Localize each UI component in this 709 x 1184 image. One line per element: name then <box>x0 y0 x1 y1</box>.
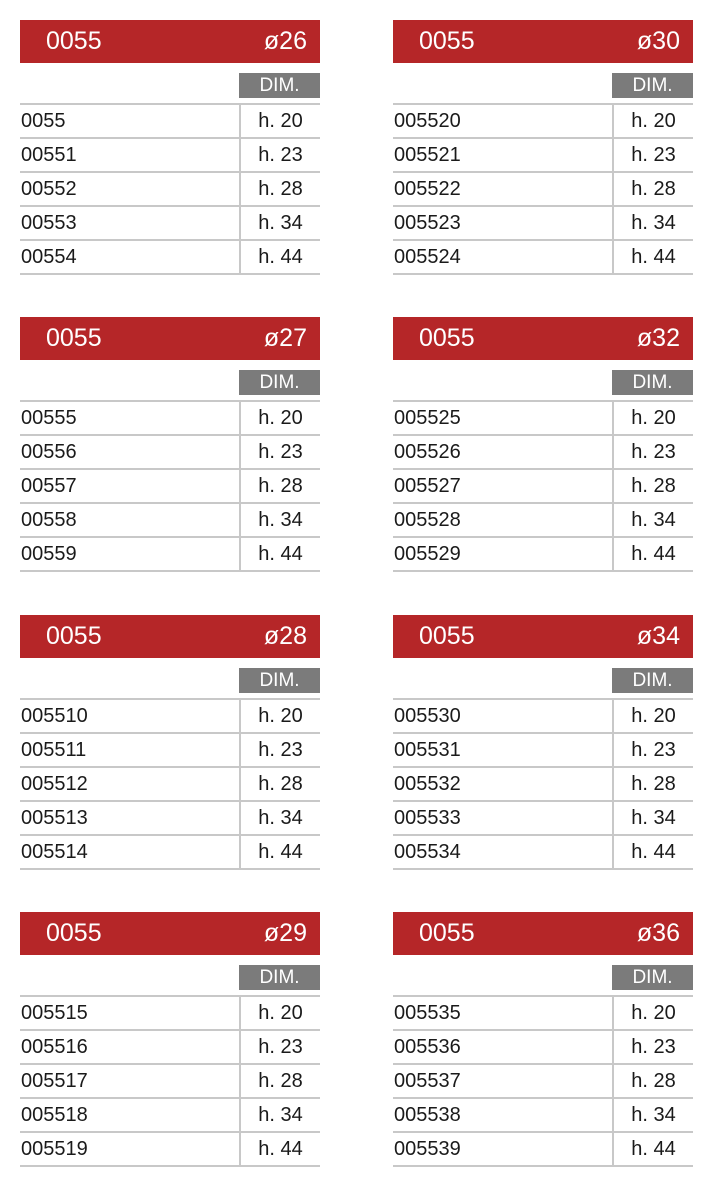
height-value: h. 34 <box>239 207 320 239</box>
product-code: 0055 <box>419 622 475 650</box>
height-value: h. 20 <box>239 402 320 434</box>
table-row <box>20 836 320 870</box>
dim-label: DIM. <box>239 73 320 98</box>
table-row <box>393 139 693 173</box>
height-value: h. 28 <box>239 470 320 502</box>
height-value: h. 34 <box>239 504 320 536</box>
table-header <box>393 317 693 360</box>
table-row <box>20 1031 320 1065</box>
dim-label: DIM. <box>239 965 320 990</box>
height-value: h. 28 <box>612 768 693 800</box>
table-row <box>20 802 320 836</box>
table-row <box>20 241 320 275</box>
height-value: h. 20 <box>612 402 693 434</box>
dim-header-row <box>393 360 693 402</box>
table-row <box>393 470 693 504</box>
article-code: 005526 <box>394 440 461 463</box>
article-code: 00553 <box>21 211 77 234</box>
article-code: 005524 <box>394 245 461 268</box>
article-code: 005534 <box>394 840 461 863</box>
height-value: h. 34 <box>612 504 693 536</box>
dim-header-row <box>393 63 693 105</box>
table-header <box>393 20 693 63</box>
article-code: 005513 <box>21 806 88 829</box>
size-table <box>20 317 320 572</box>
table-row <box>393 538 693 572</box>
table-row <box>20 105 320 139</box>
dim-label: DIM. <box>612 73 693 98</box>
height-value: h. 23 <box>239 1031 320 1063</box>
diameter-label: ø26 <box>263 27 307 55</box>
product-code: 0055 <box>46 919 102 947</box>
table-row <box>20 1099 320 1133</box>
product-code: 0055 <box>419 27 475 55</box>
article-code: 005522 <box>394 177 461 200</box>
table-header <box>20 615 320 658</box>
height-value: h. 20 <box>239 105 320 137</box>
height-value: h. 20 <box>612 997 693 1029</box>
height-value: h. 28 <box>612 470 693 502</box>
article-code: 005533 <box>394 806 461 829</box>
table-row <box>393 734 693 768</box>
diameter-label: ø32 <box>636 324 680 352</box>
table-row <box>20 734 320 768</box>
height-value: h. 34 <box>239 1099 320 1131</box>
article-code: 005520 <box>394 109 461 132</box>
size-table <box>20 912 320 1167</box>
table-row <box>393 1133 693 1167</box>
product-code: 0055 <box>46 622 102 650</box>
height-value: h. 28 <box>239 1065 320 1097</box>
dim-label: DIM. <box>612 965 693 990</box>
size-table <box>20 20 320 275</box>
table-row <box>393 1099 693 1133</box>
table-row <box>20 1065 320 1099</box>
diameter-label: ø29 <box>263 919 307 947</box>
article-code: 005512 <box>21 772 88 795</box>
article-code: 00554 <box>21 245 77 268</box>
height-value: h. 23 <box>239 436 320 468</box>
table-row <box>20 139 320 173</box>
table-row <box>20 700 320 734</box>
table-row <box>20 538 320 572</box>
article-code: 005531 <box>394 738 461 761</box>
height-value: h. 20 <box>239 997 320 1029</box>
height-value: h. 23 <box>612 734 693 766</box>
article-code: 005530 <box>394 704 461 727</box>
article-code: 005511 <box>21 738 87 761</box>
height-value: h. 23 <box>612 1031 693 1063</box>
table-row <box>393 1065 693 1099</box>
article-code: 005510 <box>21 704 88 727</box>
dim-label: DIM. <box>612 370 693 395</box>
table-header <box>20 317 320 360</box>
size-table <box>393 20 693 275</box>
table-row <box>393 997 693 1031</box>
height-value: h. 20 <box>612 700 693 732</box>
height-value: h. 34 <box>612 802 693 834</box>
height-value: h. 44 <box>612 836 693 868</box>
article-code: 00559 <box>21 542 77 565</box>
height-value: h. 28 <box>239 173 320 205</box>
table-row <box>20 470 320 504</box>
product-code: 0055 <box>419 324 475 352</box>
size-table <box>393 615 693 870</box>
article-code: 005514 <box>21 840 88 863</box>
height-value: h. 44 <box>239 836 320 868</box>
table-row <box>20 173 320 207</box>
article-code: 005525 <box>394 406 461 429</box>
table-row <box>393 802 693 836</box>
diameter-label: ø30 <box>636 27 680 55</box>
table-header <box>393 912 693 955</box>
article-code: 005518 <box>21 1103 88 1126</box>
height-value: h. 44 <box>612 1133 693 1165</box>
height-value: h. 44 <box>239 538 320 570</box>
height-value: h. 34 <box>612 1099 693 1131</box>
table-row <box>393 402 693 436</box>
height-value: h. 23 <box>239 139 320 171</box>
table-row <box>393 173 693 207</box>
table-row <box>393 241 693 275</box>
dim-header-row <box>393 658 693 700</box>
height-value: h. 28 <box>612 173 693 205</box>
size-table <box>393 912 693 1167</box>
height-value: h. 44 <box>239 241 320 273</box>
article-code: 005519 <box>21 1137 88 1160</box>
article-code: 005528 <box>394 508 461 531</box>
article-code: 00556 <box>21 440 77 463</box>
diameter-label: ø28 <box>263 622 307 650</box>
article-code: 005527 <box>394 474 461 497</box>
product-code: 0055 <box>419 919 475 947</box>
height-value: h. 44 <box>612 538 693 570</box>
diameter-label: ø36 <box>636 919 680 947</box>
article-code: 00552 <box>21 177 77 200</box>
table-row <box>393 1031 693 1065</box>
table-row <box>393 504 693 538</box>
table-row <box>20 997 320 1031</box>
diameter-label: ø27 <box>263 324 307 352</box>
height-value: h. 34 <box>612 207 693 239</box>
article-code: 0055 <box>21 109 66 132</box>
article-code: 00551 <box>21 143 77 166</box>
article-code: 00557 <box>21 474 77 497</box>
dim-header-row <box>20 360 320 402</box>
table-row <box>20 207 320 241</box>
height-value: h. 20 <box>612 105 693 137</box>
size-table <box>20 615 320 870</box>
dim-header-row <box>393 955 693 997</box>
height-value: h. 28 <box>239 768 320 800</box>
height-value: h. 44 <box>239 1133 320 1165</box>
height-value: h. 34 <box>239 802 320 834</box>
dim-label: DIM. <box>612 668 693 693</box>
article-code: 005529 <box>394 542 461 565</box>
article-code: 005536 <box>394 1035 461 1058</box>
product-code: 0055 <box>46 27 102 55</box>
article-code: 005539 <box>394 1137 461 1160</box>
article-code: 005532 <box>394 772 461 795</box>
article-code: 00555 <box>21 406 77 429</box>
table-row <box>393 836 693 870</box>
article-code: 005517 <box>21 1069 88 1092</box>
table-row <box>20 402 320 436</box>
article-code: 005521 <box>394 143 461 166</box>
table-row <box>20 1133 320 1167</box>
table-row <box>393 105 693 139</box>
table-row <box>393 436 693 470</box>
dim-header-row <box>20 63 320 105</box>
table-row <box>20 768 320 802</box>
table-row <box>393 700 693 734</box>
table-header <box>393 615 693 658</box>
height-value: h. 23 <box>239 734 320 766</box>
article-code: 005515 <box>21 1001 88 1024</box>
article-code: 005535 <box>394 1001 461 1024</box>
height-value: h. 23 <box>612 436 693 468</box>
article-code: 005523 <box>394 211 461 234</box>
table-row <box>20 504 320 538</box>
dim-label: DIM. <box>239 370 320 395</box>
height-value: h. 44 <box>612 241 693 273</box>
table-row <box>20 436 320 470</box>
article-code: 005538 <box>394 1103 461 1126</box>
diameter-label: ø34 <box>636 622 680 650</box>
table-row <box>393 207 693 241</box>
table-header <box>20 20 320 63</box>
dim-header-row <box>20 658 320 700</box>
article-code: 005516 <box>21 1035 88 1058</box>
height-value: h. 20 <box>239 700 320 732</box>
table-row <box>393 768 693 802</box>
height-value: h. 23 <box>612 139 693 171</box>
article-code: 00558 <box>21 508 77 531</box>
article-code: 005537 <box>394 1069 461 1092</box>
table-header <box>20 912 320 955</box>
height-value: h. 28 <box>612 1065 693 1097</box>
product-code: 0055 <box>46 324 102 352</box>
dim-header-row <box>20 955 320 997</box>
size-table <box>393 317 693 572</box>
dim-label: DIM. <box>239 668 320 693</box>
